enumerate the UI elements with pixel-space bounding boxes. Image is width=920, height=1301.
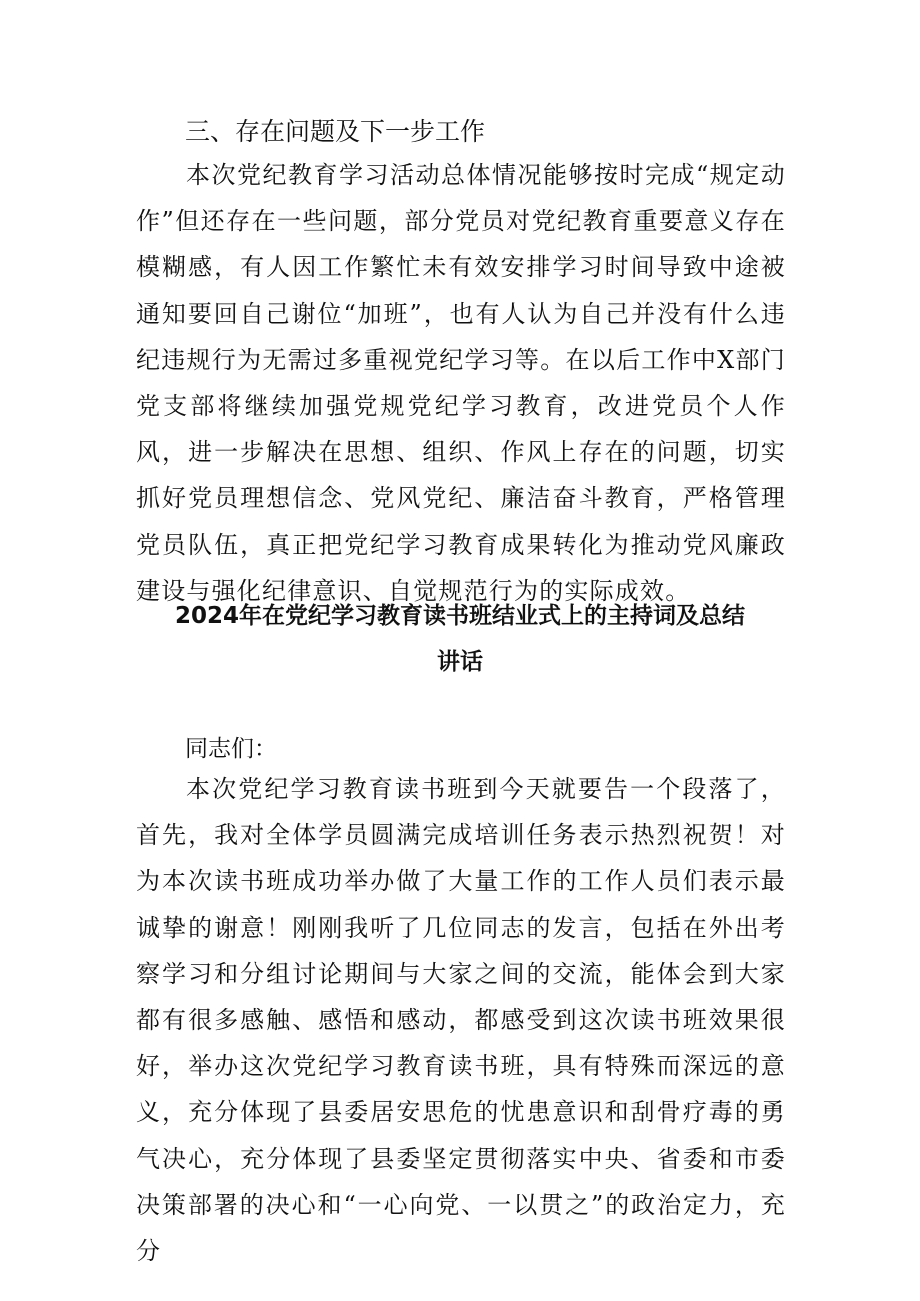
section-heading: 三、存在问题及下一步工作 bbox=[185, 117, 486, 146]
body-paragraph-issues: 本次党纪教育学习活动总体情况能够按时完成“规定动作”但还存在一些问题，部分党员对党纪教育重要意义存在模糊感，有人因工作繁忙未有效安排学习时间导致中途被通知要回自己谢位“加班”，也有人认为自己并没有什么违纪违规行为无需过多重视党纪学习等。在以后工作中X部门党支部将继续加强党规党纪学习教育，改进党员个人作风，进一步解决在思想、组织、作风上存在的问题，切实抓好党员理想信念、党风党纪、廉洁奋斗教育，严格管理党员队伍，真正把党纪学习教育成果转化为推动党风廉政建设与强化纪律意识、自觉规范行为的实际成效。 bbox=[136, 161, 786, 605]
greeting: 同志们： bbox=[185, 736, 277, 762]
speech-title: 2024年在党纪学习教育读书班结业式上的主持词及总结讲话 bbox=[174, 603, 745, 675]
body-paragraph-speech: 本次党纪学习教育读书班到今天就要告一个段落了，首先，我对全体学员圆满完成培训任务表示热烈祝贺！对为本次读书班成功举办做了大量工作的工作人员们表示最诚挚的谢意！刚刚我听了几位同志的发言，包括在外出考察学习和分组讨论期间与大家之间的交流，能体会到大家都有很多感触、感悟和感动，都感受到这次读书班效果很好，举办这次党纪学习教育读书班，具有特殊而深远的意义，充分体现了县委居安思危的忧患意识和刮骨疗毒的勇气决心，充分体现了县委坚定贯彻落实中央、省委和市委决策部署的决心和“一心向党、一以贯之”的政治定力，充分 bbox=[136, 775, 786, 1266]
